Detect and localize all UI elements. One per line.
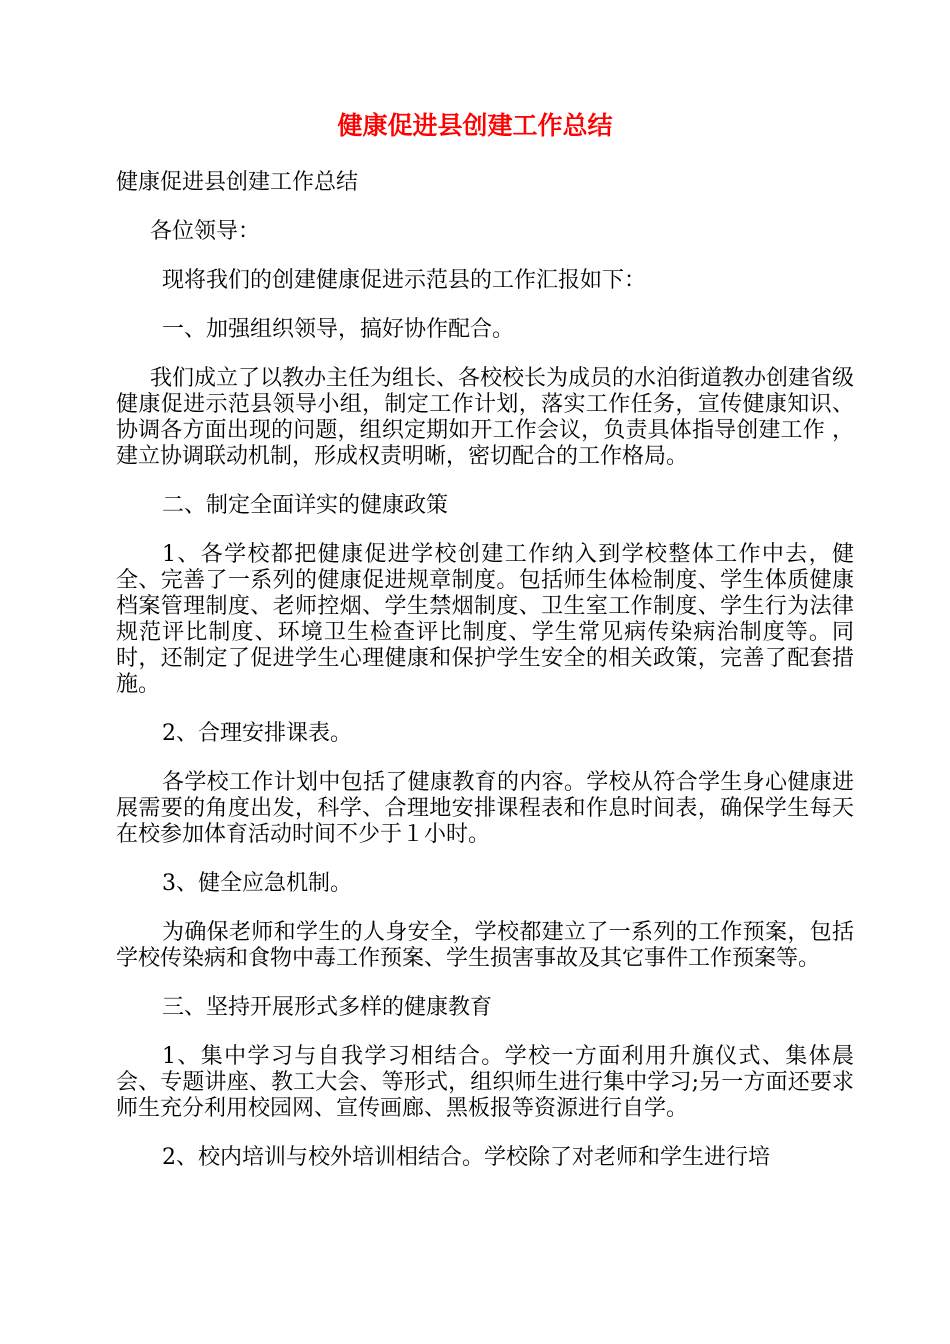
paragraph-12: 1、集中学习与自我学习相结合。学校一方面利用升旗仪式、集体晨会、专题讲座、教工大会、等形式，组织师生进行集中学习;另一方面还要求师生充分利用校园网、宣传画廊、黑板报等资源进行自学。 xyxy=(116,1044,854,1121)
document-body xyxy=(116,170,854,1194)
paragraph-13: 2、校内培训与校外培训相结合。学校除了对老师和学生进行培 xyxy=(162,1145,770,1170)
paragraph-6: 1、各学校都把健康促进学校创建工作纳入到学校整体工作中去，健全、完善了一系列的健康促进规章制度。包括师生体检制度、学生体质健康档案管理制度、老师控烟、学生禁烟制度、卫生室工作制度、学生行为法律规范评比制度、环境卫生检查评比制度、学生常见病传染病治制度等。同时，还制定了促进学生心理健康和保护学生安全的相关政策，完善了配套措施。 xyxy=(116,542,854,697)
paragraph-1: 各位领导： xyxy=(150,219,261,244)
paragraph-7: 2、合理安排课表。 xyxy=(162,721,352,746)
paragraph-10: 为确保老师和学生的人身安全，学校都建立了一系列的工作预案，包括学校传染病和食物中毒工作预案、学生损害事故及其它事件工作预案等。 xyxy=(116,920,854,971)
paragraph-2: 现将我们的创建健康促进示范县的工作汇报如下： xyxy=(162,268,647,293)
paragraph-11: 三、坚持开展形式多样的健康教育 xyxy=(162,995,493,1020)
paragraph-8: 各学校工作计划中包括了健康教育的内容。学校从符合学生身心健康进展需要的角度出发，科学、合理地安排课程表和作息时间表，确保学生每天在校参加体育活动时间不少于１小时。 xyxy=(116,770,854,847)
paragraph-4: 我们成立了以教办主任为组长、各校校长为成员的水泊街道教办创建省级健康促进示范县领导小组，制定工作计划，落实工作任务，宣传健康知识、协调各方面出现的问题，组织定期如开工作会议，负责具体指导创建工作 ，建立协调联动机制，形成权责明晰，密切配合的工作格局。 xyxy=(116,366,855,469)
paragraph-5: 二、制定全面详实的健康政策 xyxy=(162,493,449,518)
document-title: 健康促进县创建工作总结 xyxy=(337,111,613,140)
paragraph-0: 健康促进县创建工作总结 xyxy=(116,170,359,195)
paragraph-3: 一、加强组织领导，搞好协作配合。 xyxy=(162,317,515,342)
paragraph-9: 3、健全应急机制。 xyxy=(162,871,352,896)
